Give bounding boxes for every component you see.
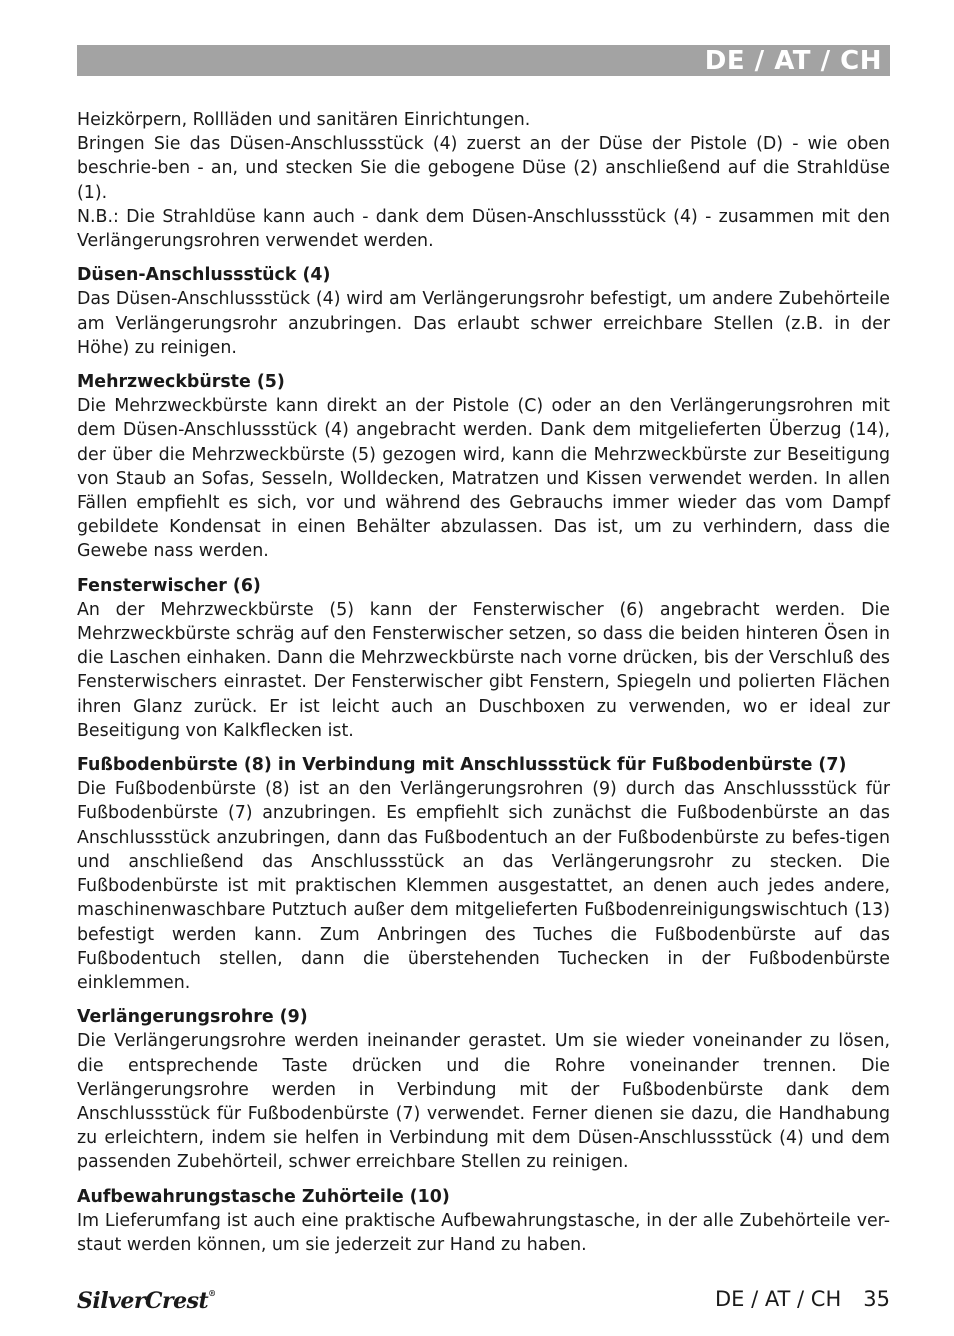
section-fussbodenbuerste: [77, 753, 890, 995]
intro-paragraph: N.B.: Die Strahldüse kann auch - dank dem Düsen-Anschlussstück (4) - zusammen mit den Verlängerungsrohren verwendet werden.: [77, 206, 890, 252]
footer-region: DE / AT / CH: [714, 1287, 842, 1311]
page-footer: [715, 1287, 890, 1311]
section-duesen-anschlussstueck: [77, 263, 890, 360]
section-fensterwischer: [77, 574, 890, 743]
section-text: Die Fußbodenbürste (8) ist an den Verlängerungsrohren (9) durch das Anschlussstück für Fußbodenbürste (7) anzubringen. Es empfiehlt sich zunächst die Fußbodenbürste an das Anschlussstück anzubringen, dann das Fußbodentuch an der Fußbodenbürste zu befes-tigen und anschließend das Anschlussstück an das Verlängerungsrohr zu stecken. Die Fußbodenbürste ist mit praktischen Klemmen ausgestattet, an denen auch jedes andere, maschinenwaschbare Putztuch außer dem mitgelieferten Fußbodenreinigungswischtuch (13) befestigt werden kann. Zum Anbringen des Tuches die Fußbodenbürste auf das Fußbodentuch stellen, dann die überstehenden Tuchecken in der Fußbodenbürste einklemmen.: [77, 779, 890, 993]
brand-logo: [77, 1288, 216, 1314]
section-text: Die Mehrzweckbürste kann direkt an der Pistole (C) oder an den Verlängerungsrohren mit dem Düsen-Anschlussstück (4) angebracht werden. Dank dem mitgelieferten Überzug (14), der über die Mehrzweckbürste (5) gezogen wird, kann die Mehrzweckbürste zur Beseitigung von Staub an Sofas, Sesseln, Wolldecken, Matratzen und Kissen verwendet werden. In allen Fällen empfiehlt es sich, vor und während des Gebrauchs immer wieder das vom Dampf gebildete Kondensat in einen Behälter abzulassen. Das ist, um zu verhindern, dass die Gewebe nass werden.: [77, 396, 890, 562]
section-aufbewahrungstasche: [77, 1185, 890, 1258]
brand-logo-text: SilverCrest: [77, 1288, 209, 1314]
intro-paragraph: Heizkörpern, Rollläden und sanitären Einrichtungen.: [77, 110, 531, 130]
section-heading: Fußbodenbürste (8) in Verbindung mit Anschlussstück für Fußbodenbürste (7): [77, 755, 847, 776]
section-heading: Düsen-Anschlussstück (4): [77, 265, 331, 286]
section-text: An der Mehrzweckbürste (5) kann der Fensterwischer (6) angebracht werden. Die Mehrzweckbürste schräg auf den Fensterwischer setzen, so dass die beiden hinteren Ösen in die Laschen einhaken. Dann die Mehrzweckbürste nach vorne drücken, bis der Verschluß des Fensterwischers einrastet. Der Fensterwischer gibt Fenstern, Spiegeln und polierten Flächen ihren Glanz zurück. Er ist leicht auch an Duschboxen zu verwenden, wo er ideal zur Beseitigung von Kalkflecken ist.: [77, 599, 890, 741]
section-heading: Verlängerungsrohre (9): [77, 1007, 308, 1028]
page-content: [77, 108, 890, 1257]
section-text: Die Verlängerungsrohre werden ineinander gerastet. Um sie wieder voneinander zu lösen, die entsprechende Taste drücken und die Rohre voneinander trennen. Die Verlängerungsrohre werden in Verbindung mit der Fußbodenbürste dank dem Anschlussstück für Fußbodenbürste (7) verwendet. Ferner dienen sie dazu, die Handhabung zu erleichtern, indem sie helfen in Verbindung mit dem Düsen-Anschlussstück (4) und dem passenden Zubehörteil, schwer erreichbare Stellen zu reinigen.: [77, 1031, 890, 1173]
section-text: Das Düsen-Anschlussstück (4) wird am Verlängerungsrohr befestigt, um andere Zubehörteile am Verlängerungsrohr anzubringen. Das erlaubt schwer erreichbare Stellen (z.B. in der Höhe) zu reinigen.: [77, 289, 890, 358]
header-bar: [77, 45, 890, 76]
section-verlaengerungsrohre: [77, 1005, 890, 1174]
section-mehrzweckbuerste: [77, 370, 890, 564]
section-heading: Aufbewahrungstasche Zuhörteile (10): [77, 1186, 450, 1207]
section-heading: Fensterwischer (6): [77, 575, 261, 596]
section-heading: Mehrzweckbürste (5): [77, 372, 285, 393]
section-text: Im Lieferumfang ist auch eine praktische Aufbewahrungstasche, in der alle Zubehörteile ver-staut werden können, um sie jederzeit zur Hand zu haben.: [77, 1210, 890, 1255]
header-title: DE / AT / CH: [704, 46, 882, 76]
page-number: 35: [863, 1287, 890, 1311]
registered-mark: ®: [208, 1288, 216, 1298]
intro-paragraph: Bringen Sie das Düsen-Anschlussstück (4) zuerst an der Düse der Pistole (D) - wie oben beschrie-ben - an, und stecken Sie die gebogene Düse (2) anschließend auf die Strahldüse (1).: [77, 134, 890, 203]
